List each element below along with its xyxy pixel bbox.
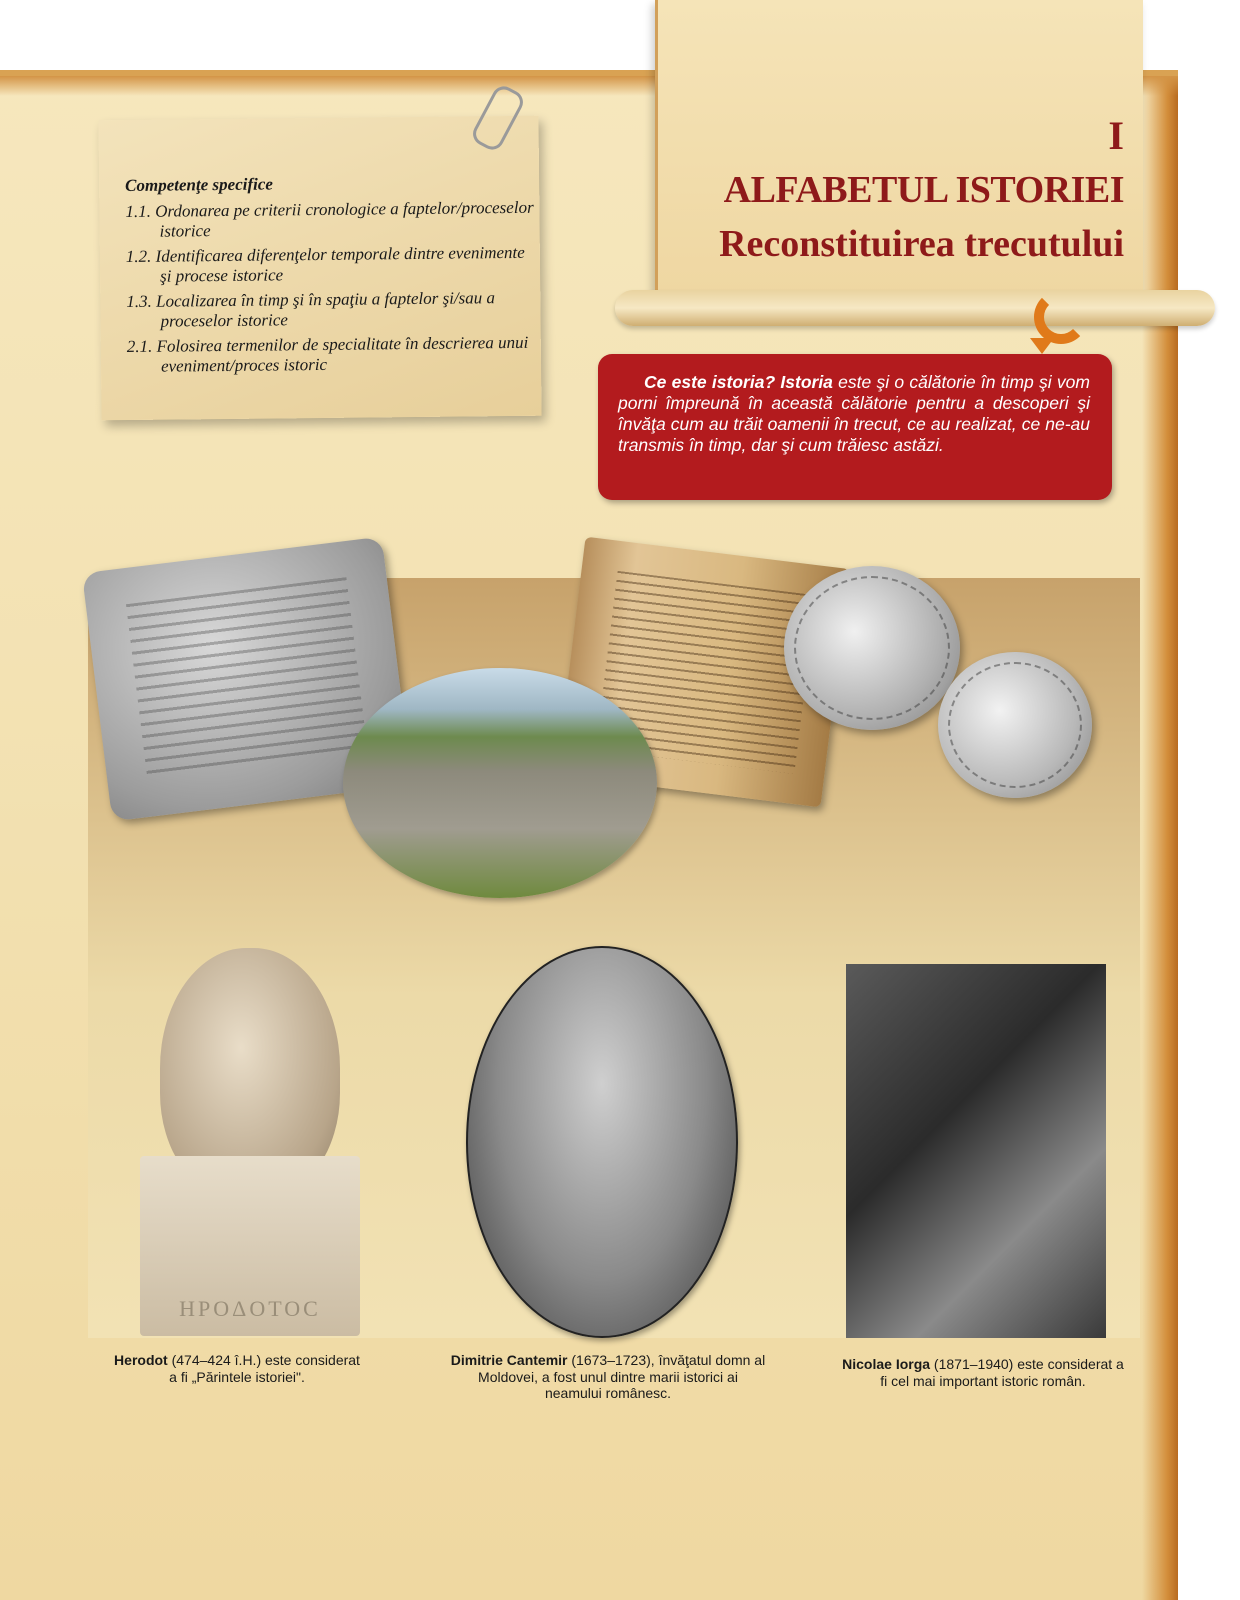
coin-image: [938, 652, 1092, 798]
arrow-head-icon: [1030, 338, 1054, 354]
intro-text: este şi o călătorie în timp şi vom porni împreună în această călătorie pentru a descoperi şi învăţa cum au trăit oamenii în trecut, ce au realizat, ce ne-au transmis în timp, dar şi cum trăiesc astăzi.: [618, 372, 1090, 455]
intro-lead: Ce este istoria? Istoria: [644, 372, 833, 392]
herodotus-bust-image: [140, 948, 360, 1336]
competence-item: 1.3. Localizarea în timp şi în spaţiu a faptelor şi/sau a proceselor istorice: [126, 288, 496, 331]
curved-arrow-icon: [1034, 290, 1088, 344]
coin-image: [784, 566, 960, 730]
caption-iorga: Nicolae Iorga (1871–1940) este considerat a fi cel mai important istoric român.: [842, 1356, 1124, 1389]
chapter-title: ALFABETUL ISTORIEI: [723, 169, 1124, 211]
competence-item: 1.2. Identificarea diferenţelor temporale dintre evenimente şi procese istorice: [125, 242, 525, 286]
scroll-roll: [615, 290, 1215, 326]
competences-note: [98, 116, 541, 421]
intro-box: [598, 354, 1112, 500]
competences-title: Competenţe specifice: [125, 174, 273, 196]
chapter-number: I: [1108, 113, 1124, 158]
cantemir-portrait: [466, 946, 738, 1338]
ruins-photo: [343, 668, 657, 898]
competences-list: [125, 172, 537, 382]
competence-item: 1.1. Ordonarea pe criterii cronologice a faptelor/proceselor istorice: [125, 197, 534, 241]
competence-item: 2.1. Folosirea termenilor de specialitate în descrierea unui eveniment/proces istoric: [126, 332, 529, 376]
bust-inscription: HPOΔOTOC: [179, 1296, 321, 1321]
caption-cantemir: Dimitrie Cantemir (1673–1723), învăţatul domn al Moldovei, a fost unul dintre marii istorici ai neamului românesc.: [450, 1352, 766, 1401]
chapter-subtitle: Reconstituirea trecutului: [719, 223, 1124, 265]
iorga-photo: [846, 964, 1106, 1338]
caption-herodot: Herodot (474–424 î.H.) este considerat a fi „Părintele istoriei".: [114, 1352, 360, 1385]
